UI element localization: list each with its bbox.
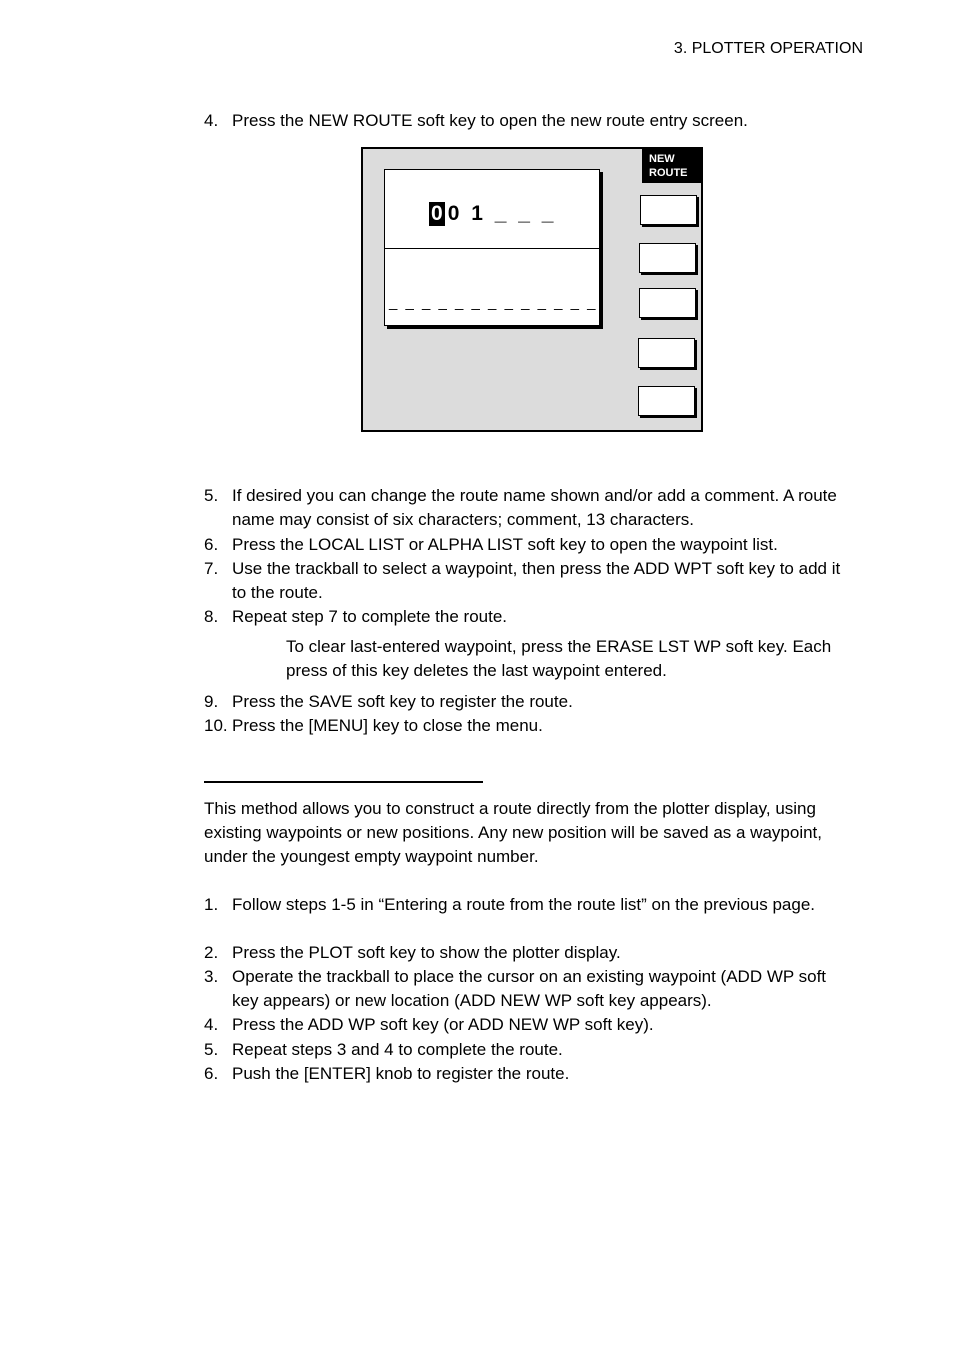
step-number: 6.: [204, 535, 219, 554]
step-text: Repeat steps 3 and 4 to complete the route.: [232, 1040, 563, 1059]
step-number: 4.: [204, 111, 219, 130]
softkey-1[interactable]: [640, 195, 697, 225]
step-number: 5.: [204, 1040, 219, 1059]
step-number: 5.: [204, 486, 219, 505]
step-item: [204, 1013, 854, 1037]
method-intro: This method allows you to construct a route directly from the plotter display, using existing waypoints or new positions. Any new position will be saved as a waypoint, under the youngest empty waypoint number.: [204, 799, 823, 866]
step-number: 10.: [204, 716, 228, 735]
step-number: 4.: [204, 1015, 219, 1034]
step-number: 2.: [204, 943, 219, 962]
step-text: If desired you can change the route name shown and/or add a comment. A route name may consist of six characters; comment, 13 characters.: [232, 486, 837, 529]
step-text: Repeat step 7 to complete the route.: [232, 607, 508, 626]
route-entry-box: [384, 169, 600, 326]
step-item: [204, 109, 854, 133]
new-route-screen: [361, 147, 703, 432]
step-number: 1.: [204, 895, 219, 914]
step-number: 6.: [204, 1064, 219, 1083]
softkey-3[interactable]: [639, 288, 696, 318]
step-item: [204, 893, 854, 917]
softkey-5[interactable]: [638, 386, 695, 416]
softkey-4[interactable]: [638, 338, 695, 368]
step-item: [204, 557, 854, 605]
step-item: [204, 941, 854, 965]
softkey-2[interactable]: [639, 243, 696, 273]
step-number: 8.: [204, 607, 219, 626]
step-text: Press the [MENU] key to close the menu.: [232, 716, 543, 735]
route-name-rest: 0 1 _ _ _: [447, 202, 557, 225]
note: To clear last-entered waypoint, press the ERASE LST WP soft key. Each press of this key deletes the last waypoint entered.: [286, 637, 832, 680]
step-text: Press the SAVE soft key to register the route.: [232, 692, 573, 711]
step-item: [204, 605, 854, 629]
step-text: Operate the trackball to place the cursor on an existing waypoint (ADD WP soft key appears) or new location (ADD NEW WP soft key appears).: [232, 967, 827, 1010]
divider: [385, 248, 599, 249]
step-number: 3.: [204, 967, 219, 986]
step-text: Use the trackball to select a waypoint, then press the ADD WPT soft key to add it to the route.: [232, 559, 841, 602]
step-number: 9.: [204, 692, 219, 711]
step-text: Press the PLOT soft key to show the plotter display.: [232, 943, 621, 962]
step-item: [204, 484, 854, 532]
step-text: Follow steps 1-5 in “Entering a route from the route list” on the previous page.: [232, 895, 816, 914]
step-text: Push the [ENTER] knob to register the route.: [232, 1064, 570, 1083]
section-rule: [204, 781, 483, 783]
route-name-field[interactable]: [429, 202, 556, 226]
comment-field[interactable]: _ _ _ _ _ _ _ _ _ _ _ _ _: [389, 294, 598, 311]
step-text: Press the LOCAL LIST or ALPHA LIST soft key to open the waypoint list.: [232, 535, 778, 554]
step-item: [204, 1038, 854, 1062]
step-item: [204, 714, 854, 738]
step-item: [204, 965, 854, 1013]
softkey-title: NEW ROUTE: [642, 149, 702, 183]
step-item: [204, 533, 854, 557]
step-number: 7.: [204, 559, 219, 578]
step-item: [204, 1062, 854, 1086]
step-text: Press the ADD WP soft key (or ADD NEW WP soft key).: [232, 1015, 654, 1034]
step-item: [204, 690, 854, 714]
cursor: 0: [431, 202, 443, 225]
step-text: Press the NEW ROUTE soft key to open the new route entry screen.: [232, 111, 748, 130]
page-header: 3. PLOTTER OPERATION: [673, 40, 863, 57]
